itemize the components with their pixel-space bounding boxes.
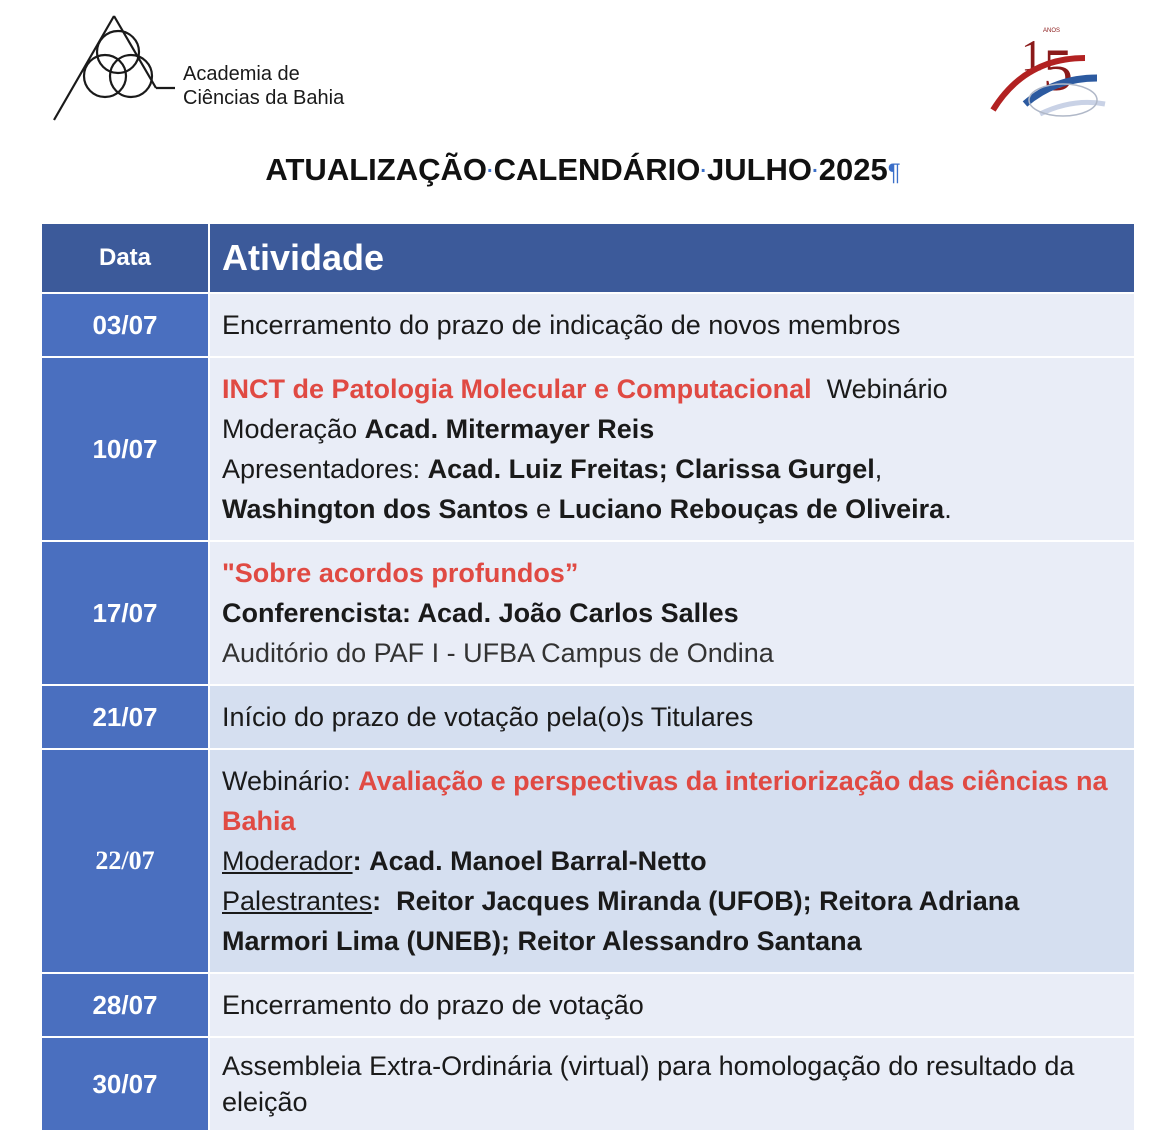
anniversary-logo xyxy=(985,18,1110,123)
row-date: 21/07 xyxy=(41,685,209,749)
column-header-activity: Atividade xyxy=(209,223,1135,293)
row-activity: Início do prazo de votação pela(o)s Titulares xyxy=(209,685,1135,749)
logo-text-line1: Academia de xyxy=(183,63,300,85)
row-date: 22/07 xyxy=(41,749,209,973)
row-date: 17/07 xyxy=(41,541,209,685)
row-activity: Assembleia Extra-Ordinária (virtual) para homologação do resultado da eleição xyxy=(209,1037,1135,1131)
row-activity: Webinário: Avaliação e perspectivas da interiorização das ciências na Bahia Moderador: Acad. Manoel Barral-Netto Palestrantes: Reitor Jacques Miranda (UFOB); Reitora Adriana Marmori Lima (UNEB); Reitor Alessandro Santana xyxy=(209,749,1135,973)
row-date: 03/07 xyxy=(41,293,209,357)
svg-text:1: 1 xyxy=(1021,31,1043,80)
table-row xyxy=(41,685,1135,749)
table-row xyxy=(41,541,1135,685)
table-header-row xyxy=(41,223,1135,293)
page-title: ATUALIZAÇÃO·CALENDÁRIO·JULHO·2025¶ xyxy=(265,152,901,187)
svg-text:5: 5 xyxy=(1043,37,1073,103)
row-activity: INCT de Patologia Molecular e Computacional Webinário Moderação Acad. Mitermayer Reis Apresentadores: Acad. Luiz Freitas; Clarissa Gurgel, Washington dos Santos e Luciano Rebouças de Oliveira. xyxy=(209,357,1135,541)
column-header-date: Data xyxy=(41,223,209,293)
anniversary-caption: ANOS xyxy=(1043,28,1061,34)
row-date: 28/07 xyxy=(41,973,209,1037)
row-date: 10/07 xyxy=(41,357,209,541)
row-activity: Encerramento do prazo de indicação de novos membros xyxy=(209,293,1135,357)
row-activity: "Sobre acordos profundos” Conferencista: Acad. João Carlos Salles Auditório do PAF I - UFBA Campus de Ondina xyxy=(209,541,1135,685)
table-row xyxy=(41,1037,1135,1131)
table-row xyxy=(41,749,1135,973)
table-row xyxy=(41,973,1135,1037)
table-row xyxy=(41,357,1135,541)
calendar-table xyxy=(40,222,1136,1132)
logo-text-line2: Ciências da Bahia xyxy=(183,87,345,109)
academy-rings-icon xyxy=(50,14,180,122)
row-activity: Encerramento do prazo de votação xyxy=(209,973,1135,1037)
row-date: 30/07 xyxy=(41,1037,209,1131)
academy-logo xyxy=(50,14,390,122)
table-row xyxy=(41,293,1135,357)
